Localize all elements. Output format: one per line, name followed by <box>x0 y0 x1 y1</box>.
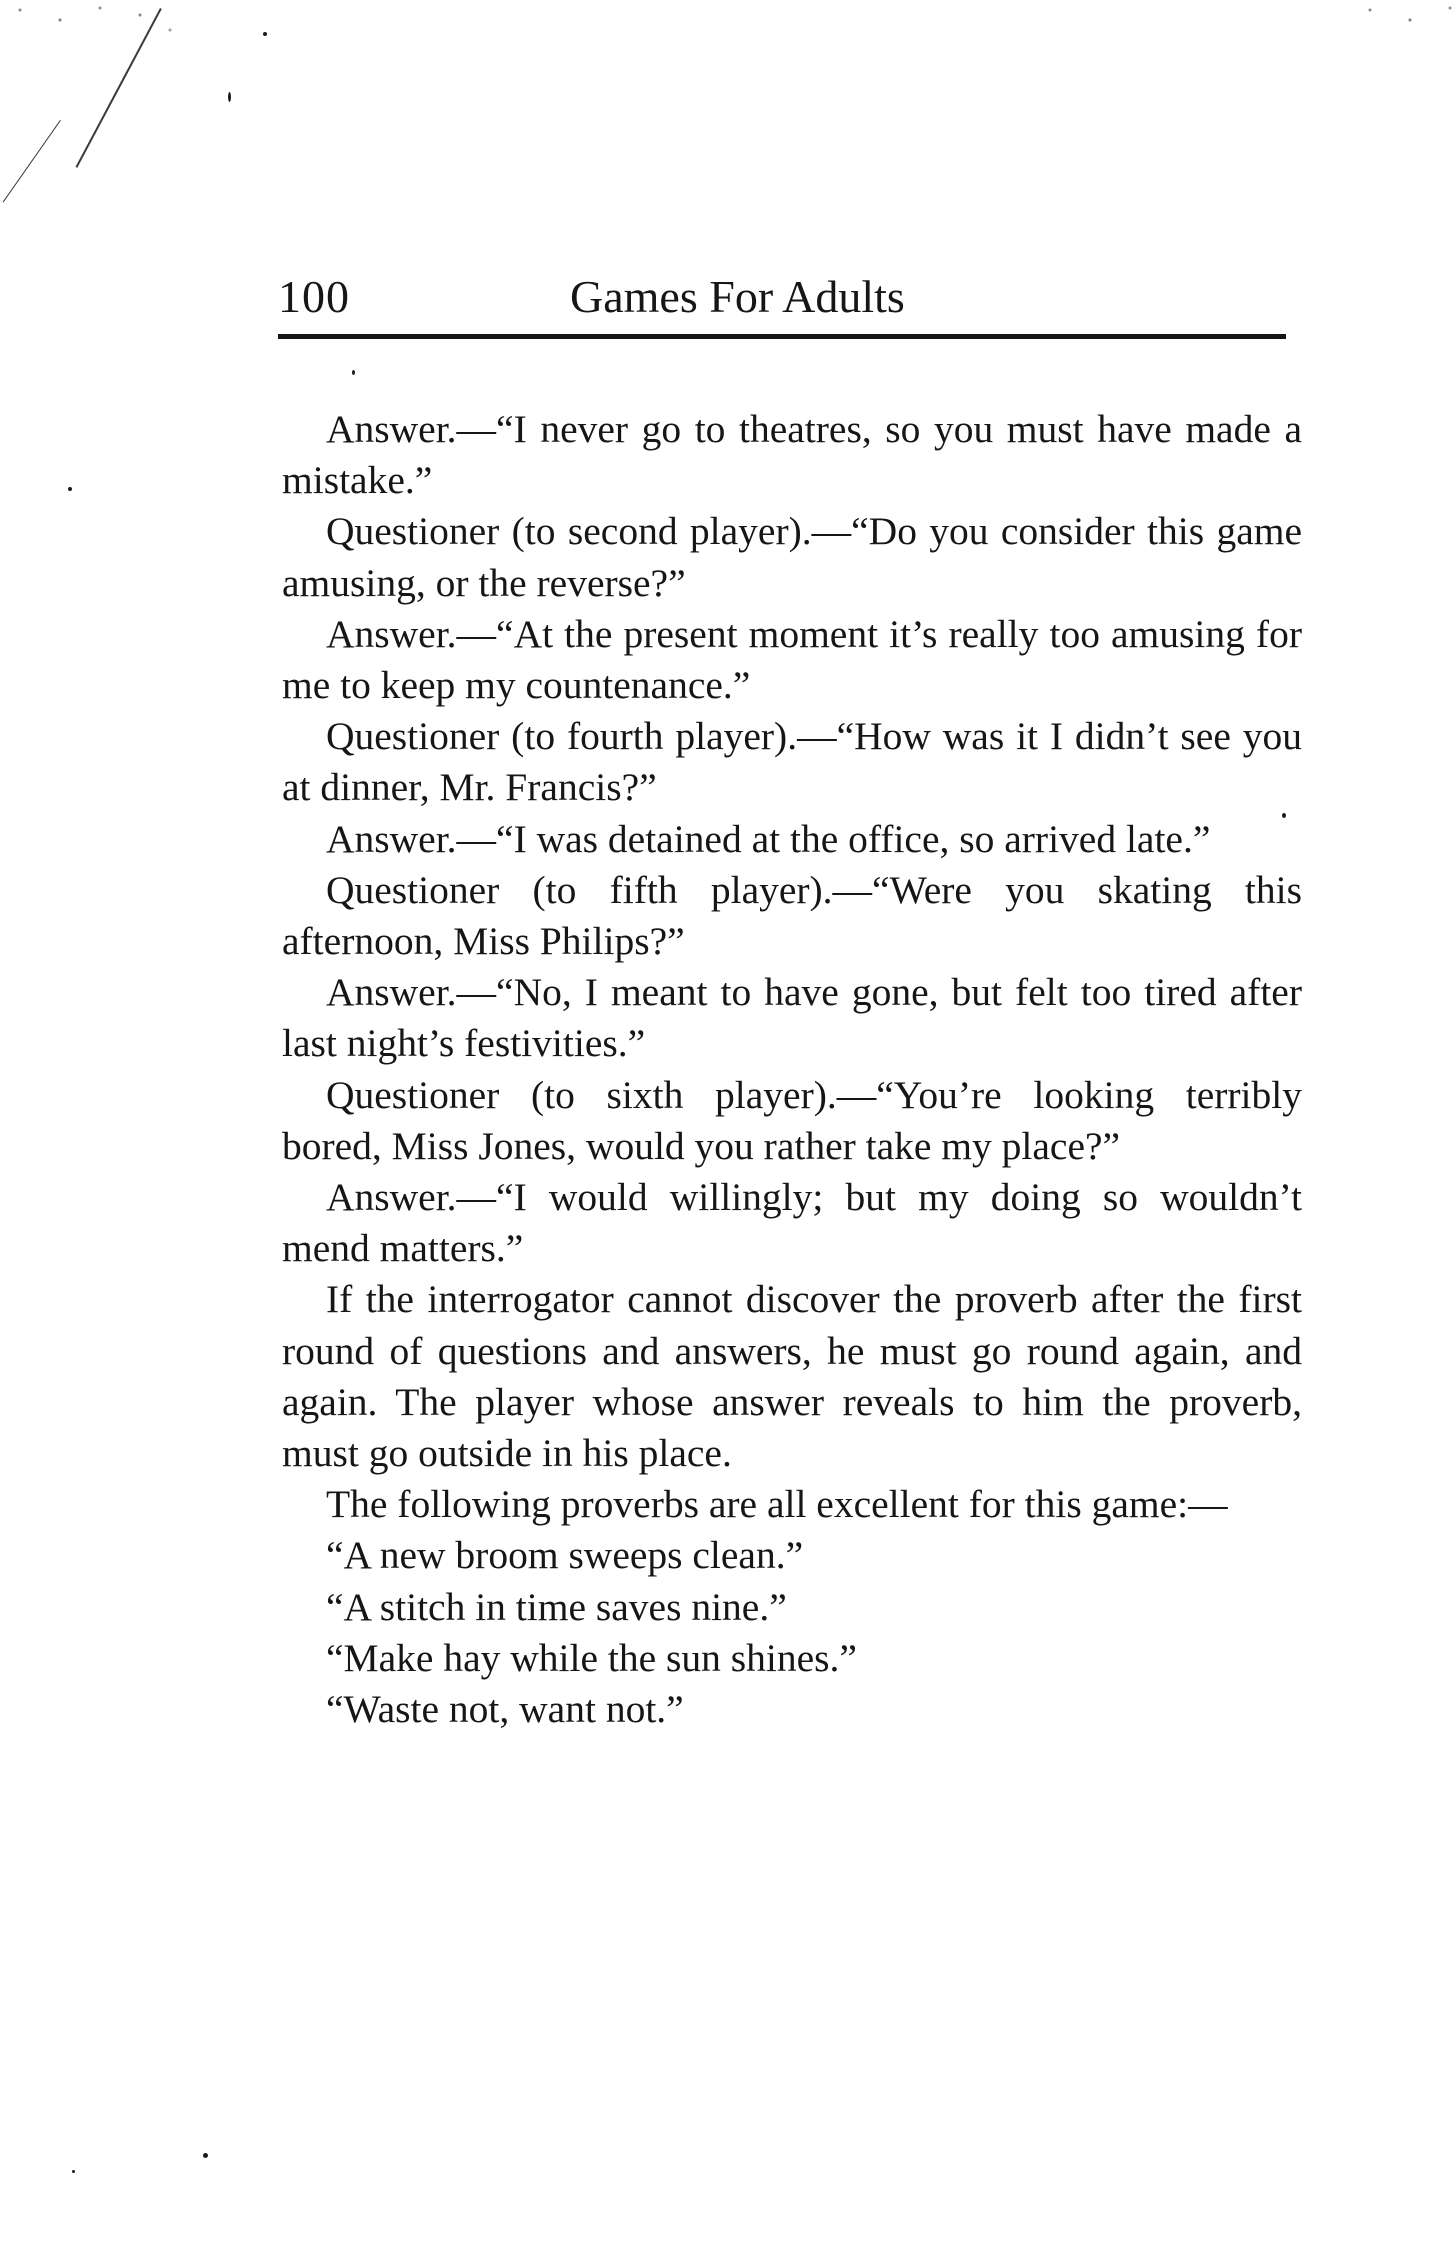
paragraph: Answer.—“I would willingly; but my doing so wouldn’t mend matters.” <box>282 1175 1302 1271</box>
scan-mark <box>72 2170 75 2173</box>
scan-mark <box>352 370 355 375</box>
paragraph: Questioner (to fifth player).—“Were you skating this afternoon, Miss Philips?” <box>282 867 1302 964</box>
paragraph: Answer.—“At the present moment it’s really too amusing for me to keep my countenance.” <box>282 611 1302 708</box>
paragraph: The following proverbs are all excellent for this game:— <box>326 1482 1228 1527</box>
scan-line <box>3 120 61 203</box>
paragraph: Questioner (to fourth player).—“How was it I didn’t see you at dinner, Mr. Francis?” <box>282 714 1302 810</box>
scan-mark <box>68 487 72 491</box>
scan-mark <box>228 92 231 102</box>
header-rule <box>278 334 1286 339</box>
paragraph: Answer.—“I never go to theatres, so you must have made a mistake.” <box>282 407 1302 503</box>
page-number: 100 <box>278 271 350 322</box>
paragraph: Answer.—“I was detained at the office, so arrived late.” <box>326 816 1211 861</box>
proverb: “A stitch in time saves nine.” <box>326 1584 787 1629</box>
proverb: “Waste not, want not.” <box>326 1687 684 1732</box>
scan-mark <box>203 2153 208 2158</box>
paragraph: If the interrogator cannot discover the proverb after the first round of questions and answers, he must go round again, and again. The player whose answer reveals to him the proverb, must go outside in his place. <box>282 1277 1302 1476</box>
page-header <box>278 262 1284 330</box>
proverb: “Make hay while the sun shines.” <box>326 1635 857 1680</box>
running-title: Games For Adults <box>570 271 905 322</box>
scan-mark <box>263 32 267 36</box>
body-text <box>282 404 1302 1735</box>
proverb: “A new broom sweeps clean.” <box>326 1533 804 1578</box>
paragraph: Questioner (to sixth player).—“You’re looking terribly bored, Miss Jones, would you rather take my place?” <box>282 1072 1302 1168</box>
scan-speckle <box>1350 0 1452 60</box>
scan-speckle <box>0 0 200 60</box>
paragraph: Questioner (to second player).—“Do you consider this game amusing, or the reverse?” <box>282 509 1302 605</box>
paragraph: Answer.—“No, I meant to have gone, but felt too tired after last night’s festivities.” <box>282 970 1302 1066</box>
